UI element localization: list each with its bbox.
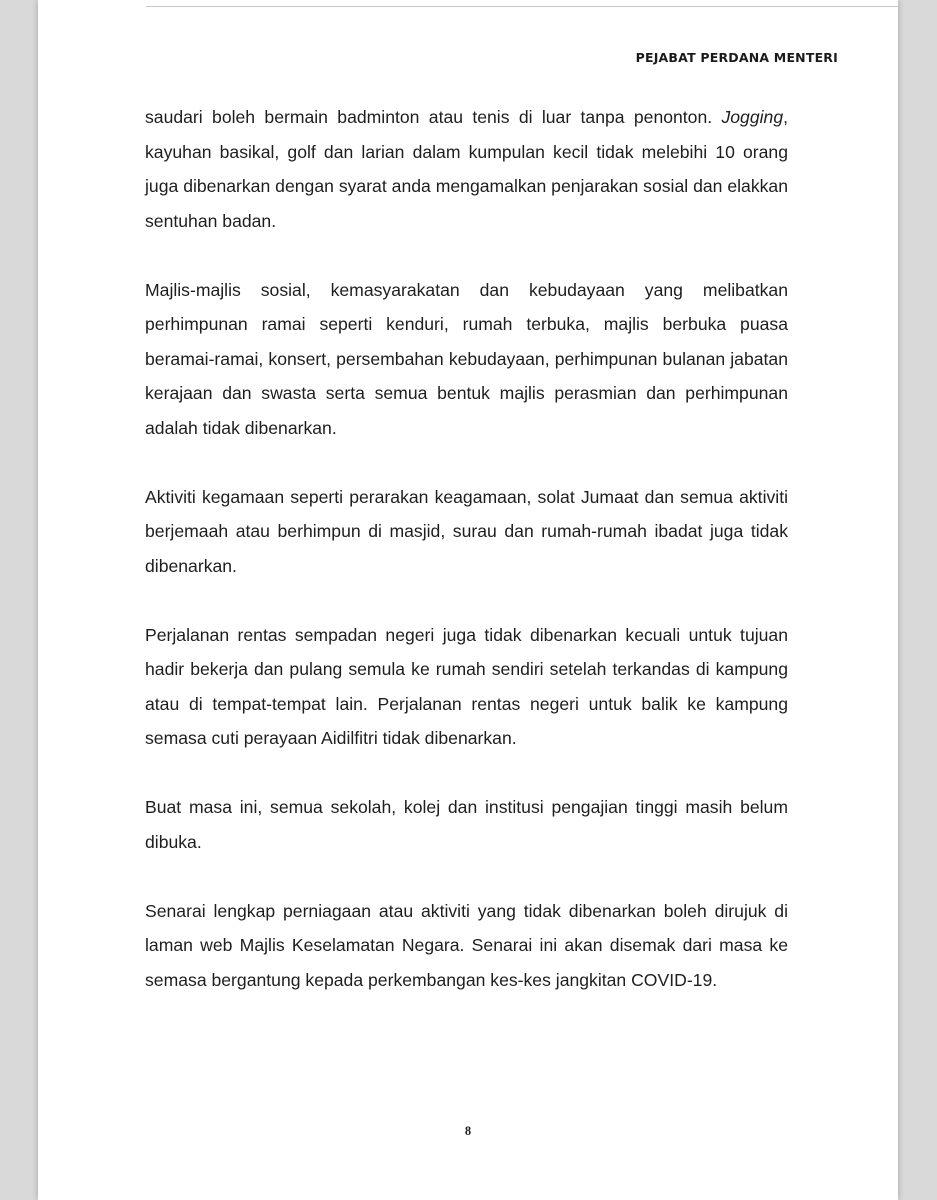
paragraph-4 xyxy=(145,618,788,756)
paragraph-2 xyxy=(145,273,788,446)
paragraph-italic-lead: Jogging xyxy=(721,107,784,127)
paragraph-text: Aktiviti kegamaan seperti perarakan keagamaan, solat Jumaat dan semua aktiviti berjemaah atau berhimpun di masjid, surau dan rumah-rumah ibadat juga tidak dibenarkan. xyxy=(145,486,788,576)
paragraph-text: Majlis-majlis sosial, kemasyarakatan dan kebudayaan yang melibatkan perhimpunan ramai seperti kenduri, rumah terbuka, majlis berbuka puasa beramai-ramai, konsert, persembahan kebudayaan, perhimpunan bulanan jabatan kerajaan dan swasta serta semua bentuk majlis perasmian dan perhimpunan adalah tidak dibenarkan. xyxy=(145,279,788,438)
page-header: PEJABAT PERDANA MENTERI xyxy=(635,50,838,65)
document-body xyxy=(145,100,788,997)
paragraph-1 xyxy=(145,100,788,238)
top-divider xyxy=(146,6,898,7)
paragraph-text: saudari boleh bermain badminton atau tenis di luar tanpa penonton. xyxy=(145,107,713,127)
document-page xyxy=(38,0,898,1200)
paragraph-text: Senarai lengkap perniagaan atau aktiviti yang tidak dibenarkan boleh dirujuk di laman web Majlis Keselamatan Negara. Senarai ini akan disemak dari masa ke semasa bergantung kepada perkembangan kes-kes jangkitan COVID-19. xyxy=(145,900,788,990)
paragraph-text: Buat masa ini, semua sekolah, kolej dan institusi pengajian tinggi masih belum dibuka. xyxy=(145,797,788,852)
paragraph-6 xyxy=(145,894,788,998)
paragraph-text: , kayuhan basikal, golf dan larian dalam kumpulan kecil tidak melebihi 10 orang juga dibenarkan dengan syarat anda mengamalkan penjarakan sosial dan elakkan sentuhan badan. xyxy=(145,107,788,231)
page-number: 8 xyxy=(464,1124,472,1138)
paragraph-text: Perjalanan rentas sempadan negeri juga tidak dibenarkan kecuali untuk tujuan hadir bekerja dan pulang semula ke rumah sendiri setelah terkandas di kampung atau di tempat-tempat lain. Perjalanan rentas negeri untuk balik ke kampung semasa cuti perayaan Aidilfitri tidak dibenarkan. xyxy=(145,624,788,748)
paragraph-3 xyxy=(145,480,788,584)
paragraph-5 xyxy=(145,790,788,859)
